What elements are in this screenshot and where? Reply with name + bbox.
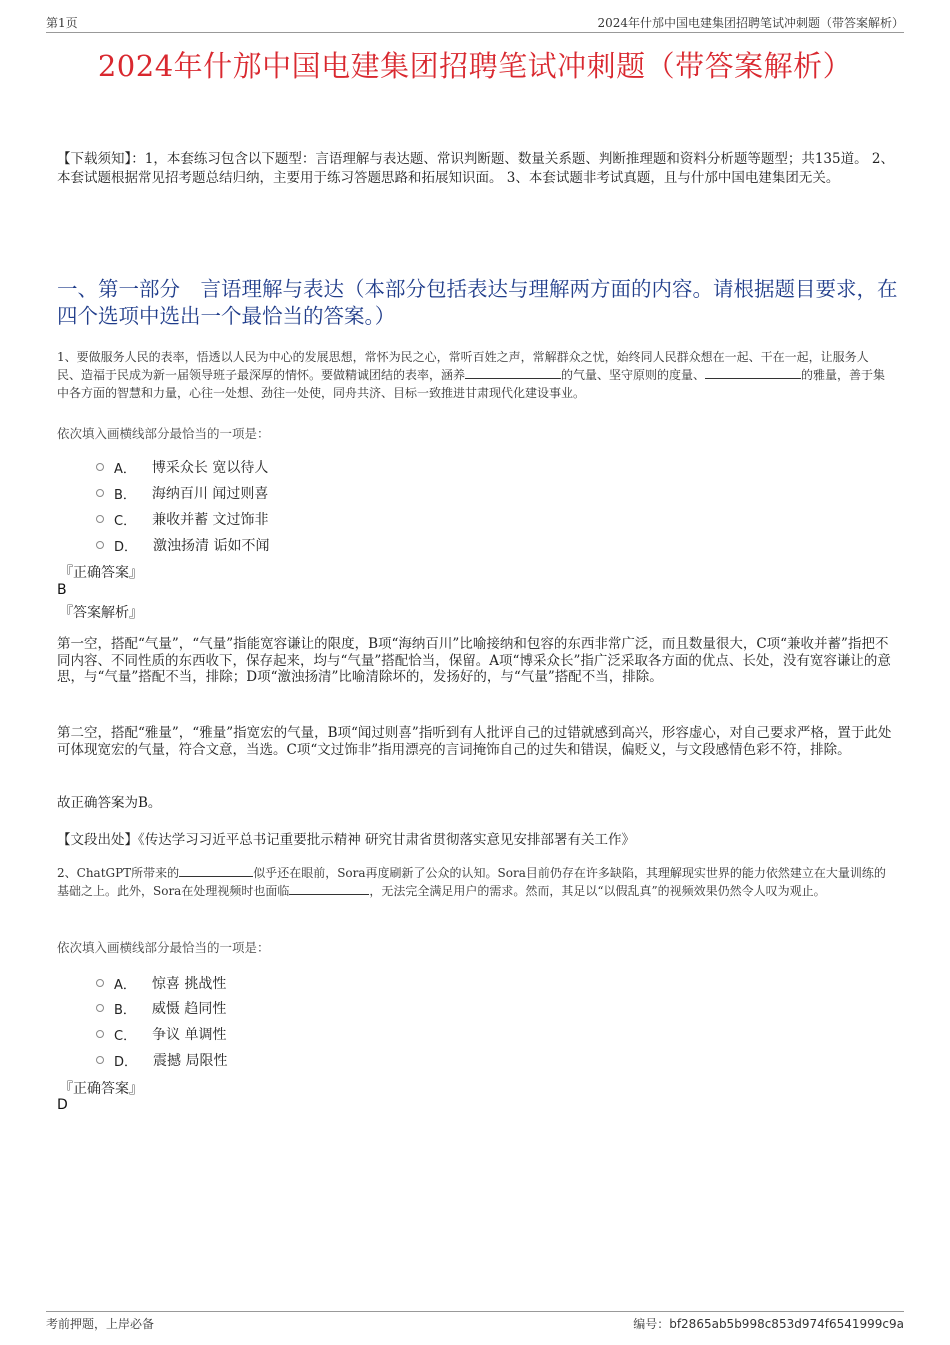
question-1-prompt: 依次填入画横线部分最恰当的一项是： [57, 426, 270, 441]
question-2-option-c[interactable]: C． 争议 单调性 [96, 1024, 227, 1044]
correct-answer-label: 『正确答案』 [59, 1081, 143, 1097]
question-2-text-part-c: ，无法完全满足用户的需求。然而，其足以“以假乱真”的视频效果仍然令人叹为观止。 [369, 884, 826, 898]
question-2-option-b[interactable]: B． 威慑 趋同性 [96, 998, 226, 1018]
answer-analysis-label: 『答案解析』 [59, 605, 143, 621]
analysis-paragraph-1: 第一空，搭配“气量”，“气量”指能宽容谦让的限度，B项“海纳百川”比喻接纳和包容的东西非常广泛，而且数量很大，C项“兼收并蓄”指把不同内容、不同性质的东西收下，保存起来，均与“气量”搭配恰当，保留。A项“博采众长”指广泛采取各方面的优点、长处，没有宽容谦让的意思，与“气量”搭配不当，排除；D项“激浊扬清”比喻清除坏的，发扬好的，与“气量”搭配不当，排除。 [57, 636, 891, 685]
document-title: 2024年什邡中国电建集团招聘笔试冲刺题（带答案解析） [97, 49, 853, 83]
question-2-option-a[interactable]: A． 惊喜 挑战性 [96, 973, 226, 993]
section-heading: 一、第一部分 言语理解与表达（本部分包括表达与理解两方面的内容。请根据题目要求，在四个选项中选出一个最恰当的答案。） [57, 277, 898, 328]
question-1-option-b[interactable]: B． 海纳百川 闻过则喜 [96, 483, 268, 503]
question-1-text [57, 348, 887, 402]
fill-blank-1 [179, 864, 253, 877]
document-code [633, 1315, 904, 1332]
radio-icon[interactable] [96, 1004, 104, 1012]
question-2-text-part-a: 2、ChatGPT所带来的 [57, 866, 180, 880]
radio-icon[interactable] [96, 515, 104, 523]
question-2-text-part-b: 似乎还在眼前，Sora再度刷新了公众的认知。Sora目前仍存在许多缺陷，其理解现实世界的能力依然建立在大量训练的基础之上。此外，Sora在处理视频时也面临 [57, 866, 886, 898]
question-2-prompt: 依次填入画横线部分最恰当的一项是： [57, 940, 270, 955]
correct-answer-value: B [57, 582, 67, 598]
radio-icon[interactable] [96, 541, 104, 549]
fill-blank-2 [289, 882, 369, 895]
question-1-text-part-a: 1、要做服务人民的表率，悟透以人民为中心的发展思想，常怀为民之心，常听百姓之声，常解群众之忧，始终同人民群众想在一起、干在一起，让服务人民、造福于民成为新一届领导班子最深厚的情怀。要做精诚团结的表率，涵养 [57, 350, 869, 382]
question-1-option-d[interactable]: D． 激浊扬清 诟如不闻 [96, 535, 269, 555]
footer-tagline: 考前押题，上岸必备 [46, 1317, 155, 1331]
document-code-label: 编号： [633, 1317, 670, 1331]
analysis-conclusion: 故正确答案为B。 [57, 795, 162, 811]
fill-blank-2 [705, 366, 801, 379]
page-number: 第1页 [46, 16, 78, 30]
question-1-option-c[interactable]: C． 兼收并蓄 文过饰非 [96, 509, 269, 529]
header-divider [46, 32, 904, 33]
radio-icon[interactable] [96, 463, 104, 471]
fill-blank-1 [465, 366, 561, 379]
radio-icon[interactable] [96, 1030, 104, 1038]
correct-answer-label: 『正确答案』 [59, 565, 143, 581]
footer-divider [46, 1311, 904, 1312]
radio-icon[interactable] [96, 1056, 104, 1064]
passage-source: 【文段出处】《传达学习习近平总书记重要批示精神 研究甘肃省贯彻落实意见安排部署有关工作》 [57, 832, 636, 848]
question-1-option-a[interactable]: A． 博采众长 宽以待人 [96, 457, 268, 477]
analysis-paragraph-2: 第二空，搭配“雅量”，“雅量”指宽宏的气量，B项“闻过则喜”指听到有人批评自己的过错就感到高兴，形容虚心，对自己要求严格，置于此处可体现宽宏的气量，符合文意，当选。C项“文过饰非”指用漂亮的言词掩饰自己的过失和错误，偏贬义，与文段感情色彩不符，排除。 [57, 725, 892, 758]
radio-icon[interactable] [96, 489, 104, 497]
question-1-text-part-c: 的雅量，善于集中各方面的智慧和力量，心往一处想、劲往一处使，同舟共济、目标一致推进甘肃现代化建设事业。 [57, 368, 886, 400]
download-notice: 【下载须知】：1，本套练习包含以下题型：言语理解与表达题、常识判断题、数量关系题、判断推理题和资料分析题等题型；共135道。 2、本套试题根据常见招考题总结归纳，主要用于练习答题思路和拓展知识面。 3、本套试题非考试真题，且与什邡中国电建集团无关。 [57, 151, 894, 186]
correct-answer-value: D [57, 1097, 68, 1113]
radio-icon[interactable] [96, 979, 104, 987]
running-header-title: 2024年什邡中国电建集团招聘笔试冲刺题（带答案解析） [597, 16, 904, 30]
document-code-value: bf2865ab5b998c853d974f6541999c9a [669, 1317, 904, 1331]
question-2-text [57, 864, 887, 900]
question-2-option-d[interactable]: D． 震撼 局限性 [96, 1050, 227, 1070]
question-1-text-part-b: 的气量、坚守原则的度量、 [561, 368, 706, 382]
